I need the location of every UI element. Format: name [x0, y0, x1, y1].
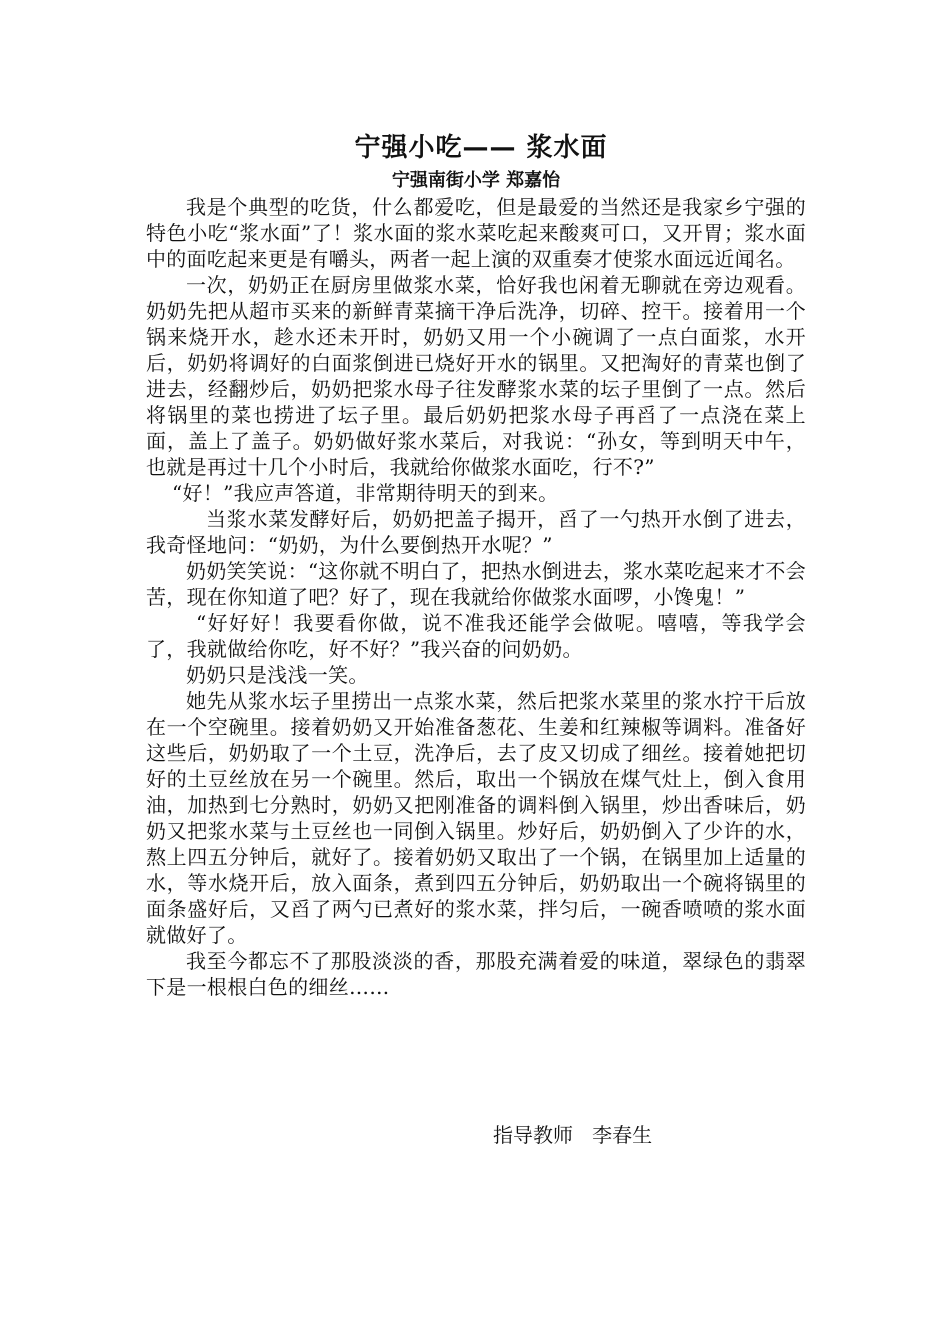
paragraph: “好！”我应声答道，非常期待明天的到来。 [172, 481, 559, 505]
essay [146, 128, 806, 1000]
paragraph: “好好好！我要看你做，说不准我还能学会做呢。嘻嘻，等我学会了，我就做给你吃，好不好？”我兴奋的问奶奶。 [146, 611, 806, 661]
paragraph: 当浆水菜发酵好后，奶奶把盖子揭开，舀了一勺热开水倒了进去，我奇怪地问：“奶奶，为什么要倒热开水呢？” [146, 507, 806, 557]
essay-title: 宁强小吃—— 浆水面 [354, 133, 608, 163]
paragraph: 我是个典型的吃货，什么都爱吃，但是最爱的当然还是我家乡宁强的特色小吃“浆水面”了！浆水面的浆水菜吃起来酸爽可口，又开胃；浆水面中的面吃起来更是有嚼头，两者一起上演的双重奏才使浆水面远近闻名。 [146, 195, 806, 271]
paragraph: 她先从浆水坛子里捞出一点浆水菜，然后把浆水菜里的浆水拧干后放在一个空碗里。接着奶奶又开始准备葱花、生姜和红辣椒等调料。准备好这些后，奶奶取了一个土豆，洗净后，去了皮又切成了细丝。接着她把切好的土豆丝放在另一个碗里。然后，取出一个锅放在煤气灶上，倒入食用油，加热到七分熟时，奶奶又把刚准备的调料倒入锅里，炒出香味后，奶奶又把浆水菜与土豆丝也一同倒入锅里。炒好后，奶奶倒入了少许的水，熬上四五分钟后，就好了。接着奶奶又取出了一个锅，在锅里加上适量的水，等水烧开后，放入面条，煮到四五分钟后，奶奶取出一个碗将锅里的面条盛好后，又舀了两勺已煮好的浆水菜，拌匀后，一碗香喷喷的浆水面就做好了。 [146, 689, 806, 947]
author-byline: 宁强南街小学 郑嘉怡 [391, 170, 561, 191]
paragraph: 奶奶笑笑说：“这你就不明白了，把热水倒进去，浆水菜吃起来才不会苦，现在你知道了吧？好了，现在我就给你做浆水面啰，小馋鬼！” [146, 559, 806, 609]
paragraph: 一次，奶奶正在厨房里做浆水菜，恰好我也闲着无聊就在旁边观看。奶奶先把从超市买来的新鲜青菜摘干净后洗净，切碎、控干。接着用一个锅来烧开水，趁水还未开时，奶奶又用一个小碗调了一点白面浆，水开后，奶奶将调好的白面浆倒进已烧好开水的锅里。又把淘好的青菜也倒了进去，经翻炒后，奶奶把浆水母子往发酵浆水菜的坛子里倒了一点。然后将锅里的菜也捞进了坛子里。最后奶奶把浆水母子再舀了一点浇在菜上面，盖上了盖子。奶奶做好浆水菜后，对我说：“孙女，等到明天中午，也就是再过十几个小时后，我就给你做浆水面吃，行不?” [146, 273, 806, 479]
paragraph: 奶奶只是浅浅一笑。 [186, 663, 369, 687]
paragraph: 我至今都忘不了那股淡淡的香，那股充满着爱的味道，翠绿色的翡翠下是一根根白色的细丝…… [146, 949, 806, 999]
teacher-credit: 指导教师 李春生 [493, 1123, 653, 1147]
